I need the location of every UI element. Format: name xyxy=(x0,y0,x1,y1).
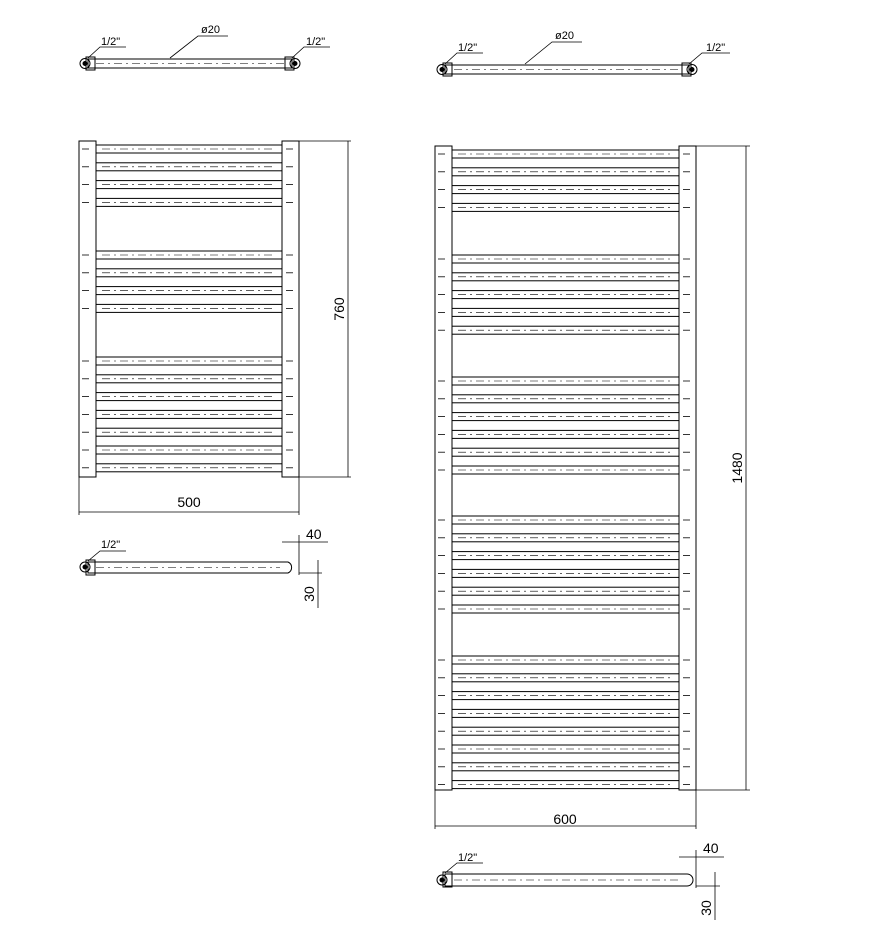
small-side-connection-label: 1/2" xyxy=(101,539,121,551)
small-side-view xyxy=(80,526,328,608)
small-side-offset-label: 30 xyxy=(301,586,317,602)
large-side-connection-label: 1/2" xyxy=(458,852,478,864)
large-side-offset-label: 30 xyxy=(698,900,714,916)
small-towel-bars xyxy=(82,145,293,472)
large-left-collector xyxy=(435,146,452,790)
large-side-view xyxy=(437,840,724,920)
small-top-left-connection-label: 1/2" xyxy=(101,36,121,48)
small-top-right-connection-label: 1/2" xyxy=(306,36,326,48)
large-side-depth-label: 40 xyxy=(703,840,719,856)
small-left-collector xyxy=(79,141,96,477)
large-right-collector xyxy=(679,146,696,790)
large-top-left-connection-label: 1/2" xyxy=(458,42,478,54)
large-height-label: 1480 xyxy=(729,452,745,484)
small-width-label: 500 xyxy=(177,494,201,510)
large-width-label: 600 xyxy=(553,811,577,827)
small-top-diameter-label: ø20 xyxy=(201,24,220,36)
small-right-collector xyxy=(282,141,299,477)
small-top-view xyxy=(80,24,330,70)
large-front-view xyxy=(435,146,750,829)
small-front-view xyxy=(79,141,351,515)
large-top-diameter-label: ø20 xyxy=(555,30,574,42)
small-side-depth-label: 40 xyxy=(306,526,322,542)
small-height-label: 760 xyxy=(331,297,347,321)
large-towel-bars xyxy=(438,150,690,789)
large-top-right-connection-label: 1/2" xyxy=(706,42,726,54)
large-top-view xyxy=(437,30,730,76)
